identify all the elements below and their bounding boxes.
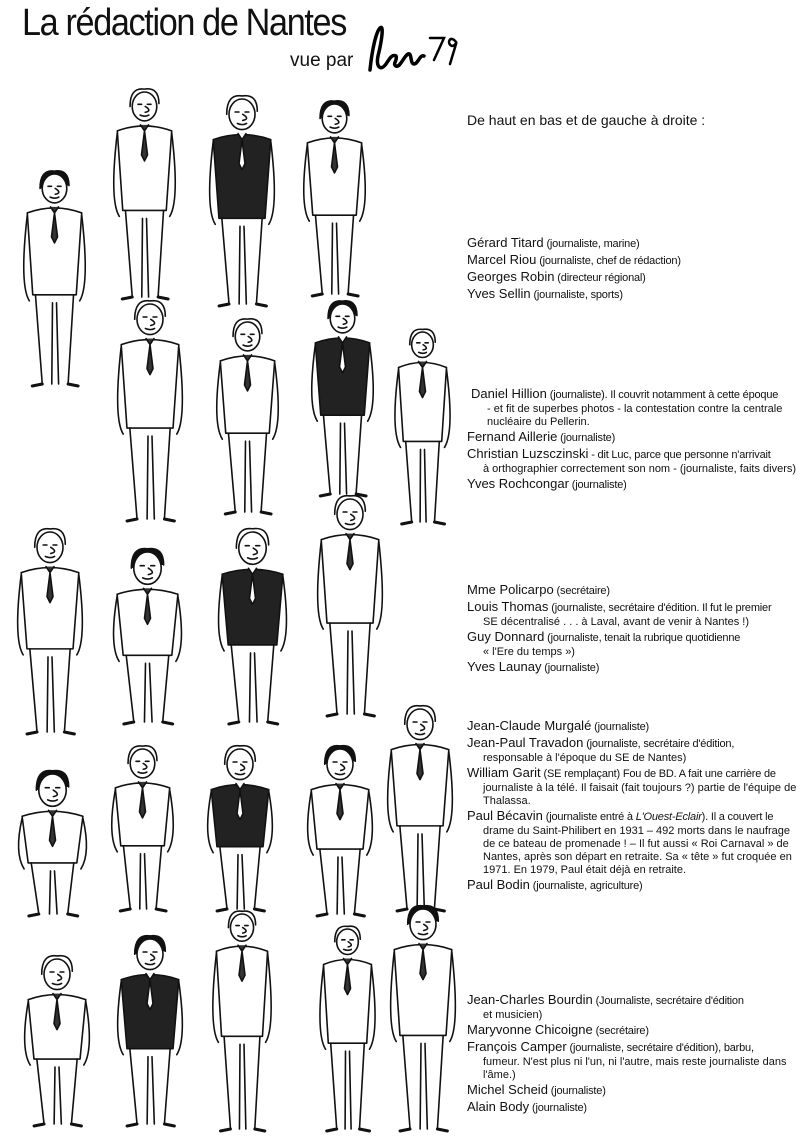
caption-block-row-5 [467, 992, 797, 1116]
caricature-figure [375, 705, 465, 920]
caricature-figure [205, 528, 300, 733]
caption-entry: Jean-Paul Travadon (journaliste, secrétaire d'édition, responsable à l'époque du SE de Nantes) [467, 735, 735, 764]
page-title: La rédaction de Nantes [22, 2, 346, 44]
caricature-figure [202, 910, 282, 1140]
page-subtitle: vue par [290, 50, 354, 71]
caption-entry: Yves Rochcongar (journaliste) [467, 476, 627, 491]
caption-entry: Mme Policarpo (secrétaire) [467, 582, 610, 597]
caricature-figure [105, 935, 195, 1135]
caption-entry: Marcel Riou (journaliste, chef de rédaction) [467, 252, 681, 267]
caricature-figure [197, 95, 287, 315]
caption-entry: Fernand Aillerie (journaliste) [467, 429, 616, 444]
caption-entry: Michel Scheid (journaliste) [467, 1082, 606, 1097]
caption-block-row-1 [467, 235, 681, 303]
caricature-figure [292, 100, 377, 305]
caption-entry: Jean-Charles Bourdin (Journaliste, secrétaire d'édition et musicien) [467, 992, 744, 1021]
caricature-figure [195, 745, 285, 920]
caption-entry: Yves Sellin (journaliste, sports) [467, 286, 623, 301]
caricature-figure [378, 905, 468, 1140]
caricature-figure [12, 170, 97, 395]
caption-block-row-3 [467, 582, 797, 676]
caricature-figure [105, 300, 195, 530]
caption-entry: Gérard Titard (journaliste, marine) [467, 235, 640, 250]
caricature-figure [385, 328, 460, 533]
caption-entry: François Camper (journaliste, secrétaire d'édition), barbu, fumeur. N'est plus ni l'un, ni l'autre, mais reste journaliste dans l'âme.) [467, 1039, 787, 1081]
caption-entry: Georges Robin (directeur régional) [467, 269, 646, 284]
caption-entry: Maryvonne Chicoigne (secrétaire) [467, 1022, 649, 1037]
caption-entry: Alain Body (journaliste) [467, 1099, 587, 1114]
caricature-figure [310, 925, 385, 1140]
caricature-figure [102, 88, 187, 308]
caricature-figure [5, 528, 95, 743]
caption-entry: Paul Bécavin (journaliste entré à L'Ouest-Eclair). Il a couvert le drame du Saint-Philibert en 1931 – 492 morts dans le naufrage de ce bateau de promenade ! – Il fut aussi « Roi Carnaval » de Nantes, après son départ en retraite. Sa « tête » fut croquée en 1971. En 1979, Paul était déjà en retraite. [467, 808, 792, 876]
caption-entry: Guy Donnard (journaliste, tenait la rubrique quotidienne « l'Ere du temps ») [467, 629, 741, 658]
caption-entry: Paul Bodin (journaliste, agriculture) [467, 877, 643, 892]
caption-block-row-2 [467, 386, 797, 493]
caricature-figure [300, 300, 385, 505]
caricature-figure [12, 955, 102, 1135]
caricature-figure [100, 548, 195, 733]
caption-entry: Louis Thomas (journaliste, secrétaire d'édition. Il fut le premier SE décentralisé . . . à Laval, avant de venir à Nantes !) [467, 599, 772, 628]
caption-entry: Daniel Hillion (journaliste). Il couvrit notamment à cette époque - et fit de superbes photos - la contestation contre la centrale nucléaire du Pellerin. [471, 386, 783, 428]
caricature-figure [5, 770, 100, 925]
caption-entry: William Garit (SE remplaçant) Fou de BD. A fait une carrière de journaliste à la télé. Il faisait (fait toujours ?) partie de l'équipe de Thalassa. [467, 765, 797, 807]
artist-signature [362, 20, 462, 82]
intro-text: De haut en bas et de gauche à droite : [467, 112, 706, 128]
caricature-figure [305, 495, 395, 725]
caricature-figure [100, 745, 185, 920]
caricature-figure [295, 745, 385, 925]
caricature-figure [205, 318, 290, 523]
caption-entry: Christian Luzsczinski - dit Luc, parce que personne n'arrivait à orthographier correctement son nom - (journaliste, faits divers) [467, 446, 797, 475]
caption-entry: Yves Launay (journaliste) [467, 659, 600, 674]
caption-entry: Jean-Claude Murgalé (journaliste) [467, 718, 650, 733]
caption-block-row-4 [467, 718, 797, 894]
